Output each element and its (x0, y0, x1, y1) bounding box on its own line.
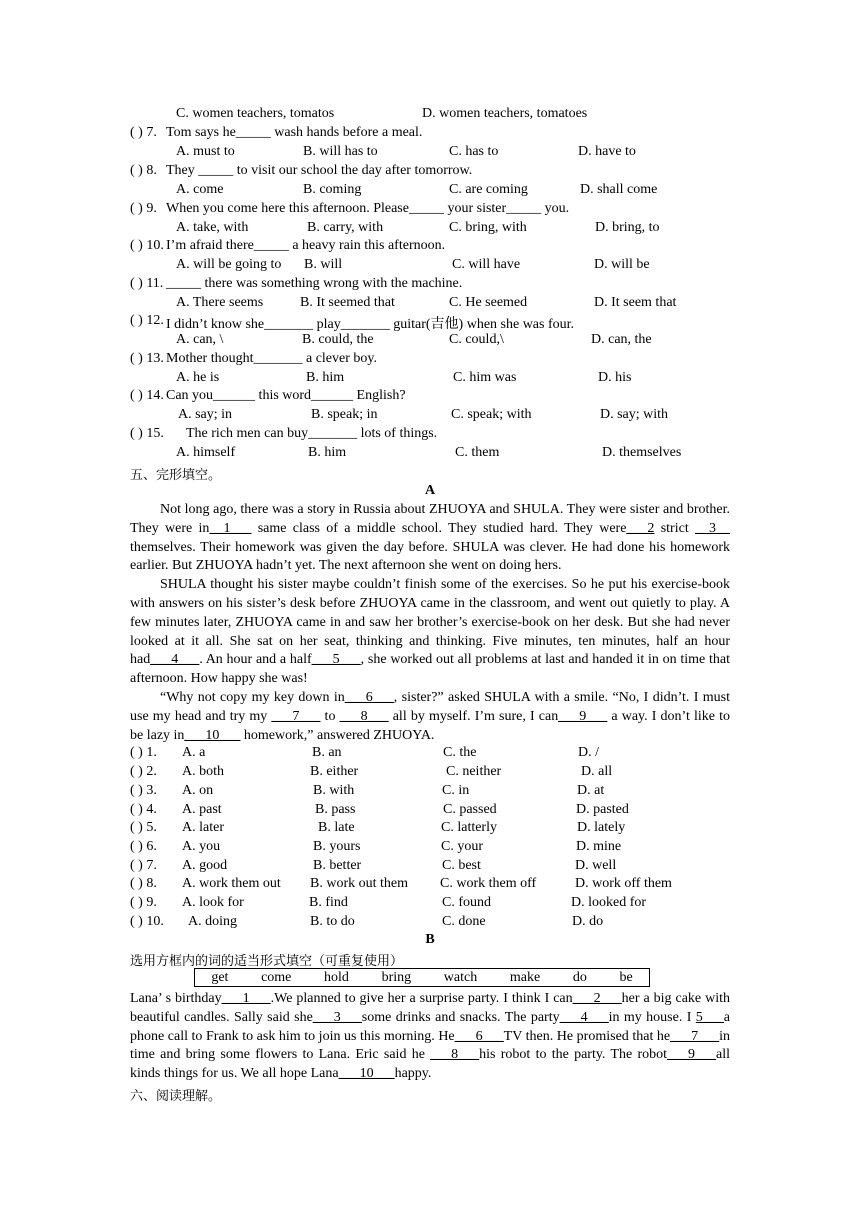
word-box-item: do (572, 969, 587, 985)
option-b: B. will (304, 257, 343, 272)
passage-a (130, 501, 730, 745)
cloze-number: ( ) 6. (130, 839, 157, 854)
option-d: D. women teachers, tomatoes (422, 106, 588, 121)
word-box-item: be (619, 969, 633, 985)
option-b: B. work out them (310, 876, 408, 891)
passage-paragraph: SHULA thought his sister maybe couldn’t finish some of the exercises. So he put his exercise-book with answers on his sister’s desk before ZHUOYA came in the classroom, and went out quietly to play. A few minutes later, ZHUOYA came in and saw her brother’s exercise-book on her desk. But she had never looked at it all. She sat on her seat, thinking and thinking. Five minutes, ten minutes, half an hour had___4___. An hour and a half___5___, she worked out all problems at last and handed it in on time that afternoon. How happy she was! (130, 577, 730, 687)
blank: ___7___ (670, 1028, 720, 1044)
question-number: ( ) 11. (130, 276, 164, 291)
blank: ___2 (626, 520, 655, 536)
option-c: C. them (455, 445, 500, 460)
option-b: B. with (313, 783, 355, 798)
option-d: D. will be (594, 257, 650, 272)
option-a: A. good (182, 858, 228, 873)
blank: ___9___ (667, 1047, 716, 1063)
option-d: D. his (598, 370, 632, 385)
option-d: D. at (577, 783, 605, 798)
question-text: Tom says he_____ wash hands before a meal. (166, 125, 423, 140)
option-c: C. could,\ (449, 332, 504, 347)
option-a: A. look for (182, 895, 244, 910)
blank: __1___ (209, 520, 252, 536)
option-a: A. both (182, 764, 224, 779)
option-d: D. work off them (575, 876, 672, 891)
option-b: B. either (310, 764, 359, 779)
blank: ___8___ (430, 1047, 480, 1063)
option-b: B. It seemed that (300, 295, 395, 310)
question-text: When you come here this afternoon. Please_____ your sister_____ you. (166, 201, 570, 216)
option-d: D. shall come (580, 182, 658, 197)
option-b: B. coming (303, 182, 362, 197)
option-c: C. in (442, 783, 470, 798)
option-b: B. better (313, 858, 362, 873)
option-c: C. bring, with (449, 220, 527, 235)
option-c: C. neither (446, 764, 502, 779)
option-b: B. him (306, 370, 345, 385)
option-b: B. pass (315, 802, 356, 817)
option-b: B. late (318, 820, 355, 835)
option-a: A. can, \ (176, 332, 224, 347)
section-heading: 六、阅读理解。 (130, 1089, 222, 1104)
question-text: Mother thought_______ a clever boy. (166, 351, 377, 366)
option-c: C. the (443, 745, 477, 760)
part-label: B (425, 932, 435, 947)
question-text: I’m afraid there_____ a heavy rain this afternoon. (166, 238, 446, 253)
option-b: B. him (308, 445, 347, 460)
option-d: D. / (578, 745, 599, 760)
option-a: A. must to (176, 144, 235, 159)
cloze-number: ( ) 7. (130, 858, 157, 873)
cloze-number: ( ) 1. (130, 745, 157, 760)
option-b: B. speak; in (311, 407, 378, 422)
option-c: C. your (441, 839, 483, 854)
option-d: D. have to (578, 144, 636, 159)
option-d: D. mine (576, 839, 622, 854)
option-b: B. carry, with (307, 220, 384, 235)
part-b-instruction: 选用方框内的词的适当形式填空（可重复使用） (130, 954, 404, 969)
option-d: D. themselves (602, 445, 682, 460)
option-d: D. It seem that (594, 295, 677, 310)
question-number: ( ) 12. (130, 313, 164, 328)
option-c: C. done (442, 914, 486, 929)
cloze-number: ( ) 2. (130, 764, 157, 779)
passage-paragraph: Not long ago, there was a story in Russia about ZHUOYA and SHULA. They were sister and brother. They were in__1___ same class of a middle school. They studied hard. They were___2 strict __3__ themselves. Their homework was given the day before. SHULA was clever. He had done his homework earlier. But ZHUOYA hadn’t yet. The next afternoon she went on doing hers. (130, 502, 730, 574)
question-number: ( ) 15. (130, 426, 164, 441)
option-c: C. has to (449, 144, 499, 159)
option-a: A. work them out (182, 876, 281, 891)
option-d: D. looked for (571, 895, 647, 910)
blank: ___4___ (559, 1009, 609, 1025)
word-box-item: come (261, 969, 292, 985)
cloze-number: ( ) 5. (130, 820, 157, 835)
option-a: A. you (182, 839, 221, 854)
blank: ___10___ (184, 727, 241, 743)
option-d: D. do (572, 914, 604, 929)
word-box-item: get (211, 969, 229, 985)
question-number: ( ) 13. (130, 351, 164, 366)
option-a: A. he is (176, 370, 220, 385)
question-number: ( ) 7. (130, 125, 157, 140)
blank: 5___ (695, 1009, 724, 1025)
cloze-number: ( ) 4. (130, 802, 157, 817)
part-label: A (424, 483, 436, 498)
blank: ___4___ (150, 652, 200, 668)
option-c: C. latterly (441, 820, 497, 835)
option-c: C. are coming (449, 182, 528, 197)
option-a: A. doing (188, 914, 237, 929)
cloze-number: ( ) 9. (130, 895, 157, 910)
option-a: A. say; in (178, 407, 233, 422)
option-d: D. well (575, 858, 617, 873)
option-a: A. a (182, 745, 206, 760)
option-a: A. There seems (176, 295, 264, 310)
blank: ___9___ (558, 708, 608, 724)
blank: ___3___ (312, 1009, 362, 1025)
option-d: D. can, the (591, 332, 652, 347)
option-d: D. lately (577, 820, 626, 835)
blank: ___6___ (344, 689, 394, 705)
question-number: ( ) 8. (130, 163, 157, 178)
passage-paragraph: “Why not copy my key down in___6___, sister?” asked SHULA with a smile. “No, I didn’t. I must use my head and try my ___7___ to ___8___ all by myself. I’m sure, I can___9___ a way. I don’t like to be lazy in___10___ homework,” answered ZHUOYA. (130, 689, 730, 743)
option-b: B. find (309, 895, 348, 910)
option-b: B. will has to (303, 144, 378, 159)
blank: ___7___ (271, 708, 321, 724)
blank: ___6___ (454, 1028, 504, 1044)
option-a: A. past (182, 802, 222, 817)
option-a: A. come (176, 182, 224, 197)
option-a: A. will be going to (176, 257, 282, 272)
option-d: D. all (581, 764, 613, 779)
option-b: B. an (312, 745, 342, 760)
word-box-item: make (509, 969, 541, 985)
question-number: ( ) 10. (130, 238, 164, 253)
word-box-item: bring (381, 969, 412, 985)
option-c: C. He seemed (449, 295, 528, 310)
blank: ___8___ (339, 708, 389, 724)
blank: ___10___ (338, 1066, 395, 1082)
option-c: C. women teachers, tomatos (176, 106, 335, 121)
option-b: B. could, the (302, 332, 374, 347)
option-a: A. later (182, 820, 224, 835)
option-b: B. yours (313, 839, 361, 854)
option-c: C. work them off (440, 876, 537, 891)
question-text: I didn’t know she_______ play_______ guitar(吉他) when she was four. (166, 317, 575, 332)
option-d: D. pasted (576, 802, 629, 817)
option-a: A. himself (176, 445, 236, 460)
option-a: A. take, with (176, 220, 249, 235)
option-d: D. say; with (600, 407, 669, 422)
word-box (194, 968, 650, 987)
option-c: C. will have (452, 257, 521, 272)
question-text: They _____ to visit our school the day after tomorrow. (166, 163, 473, 178)
question-number: ( ) 9. (130, 201, 157, 216)
blank: __3__ (695, 520, 730, 536)
blank: ___1___ (221, 991, 271, 1006)
cloze-number: ( ) 10. (130, 914, 164, 929)
question-text: Can you______ this word______ English? (166, 388, 406, 403)
option-c: C. speak; with (451, 407, 532, 422)
option-b: B. to do (310, 914, 355, 929)
blank: ___5___ (311, 652, 361, 668)
cloze-number: ( ) 3. (130, 783, 157, 798)
option-c: C. found (442, 895, 491, 910)
passage-b: Lana’ s birthday___1___.We planned to give her a surprise party. I think I can___2___her a big cake with beautiful candles. Sally said she___3___some drinks and snacks. The party___4___in my house. I 5___a phone call to Frank to ask him to join us this morning. He___6___TV then. He promised that he___7___in time and bring some flowers to Lana. Eric said he ___8___his robot to the party. The robot___9___all kinds things for us. We all hope Lana___10___happy. (130, 991, 731, 1082)
word-box-item: hold (324, 969, 349, 985)
word-box-item: watch (443, 969, 478, 985)
section-heading: 五、完形填空。 (130, 468, 222, 483)
question-text: _____ there was something wrong with the machine. (166, 276, 463, 291)
option-d: D. bring, to (595, 220, 660, 235)
option-c: C. passed (443, 802, 497, 817)
option-c: C. him was (453, 370, 517, 385)
question-number: ( ) 14. (130, 388, 164, 403)
blank: ___2___ (572, 991, 622, 1006)
option-c: C. best (442, 858, 481, 873)
option-a: A. on (182, 783, 214, 798)
cloze-number: ( ) 8. (130, 876, 157, 891)
question-text: The rich men can buy_______ lots of things. (186, 426, 438, 441)
